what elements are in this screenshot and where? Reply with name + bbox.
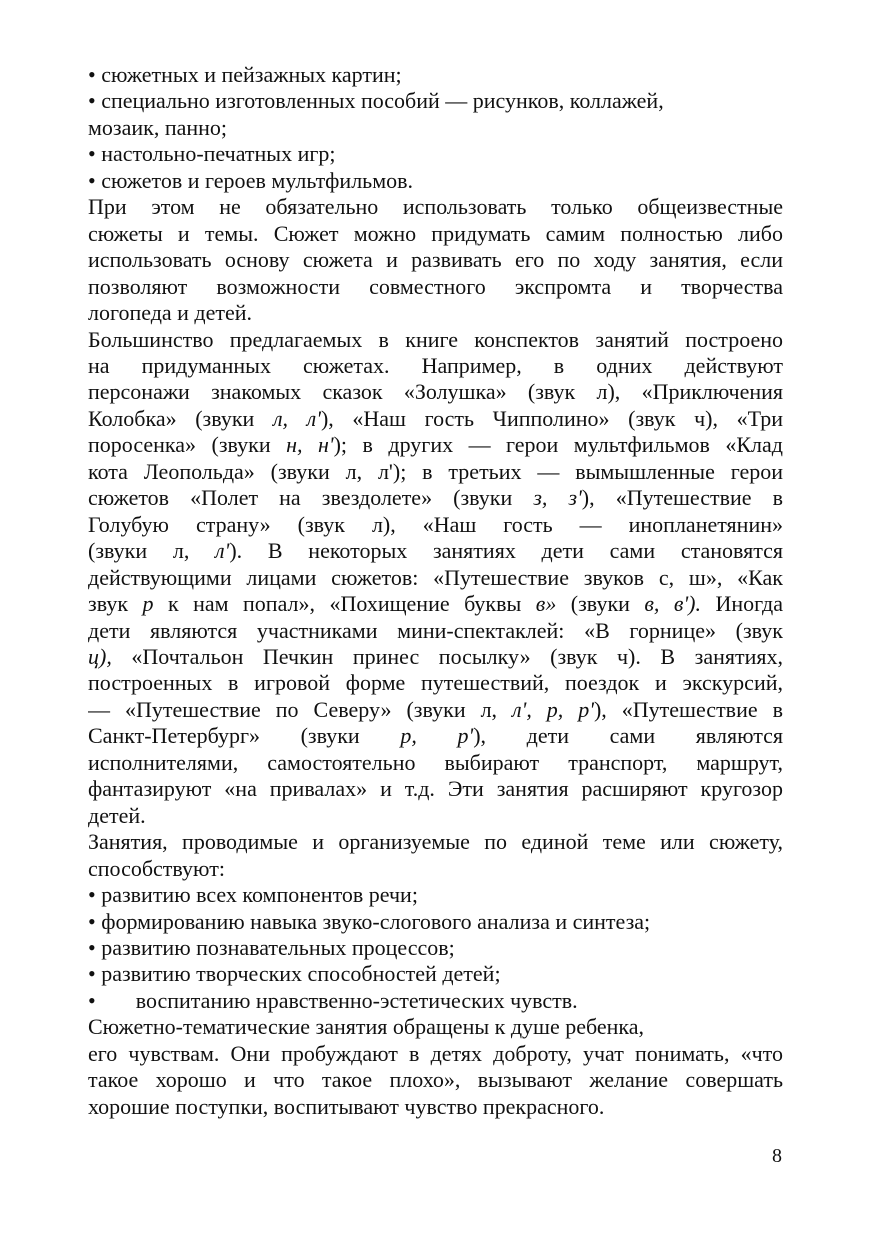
text-segment: воспитанию нравственно-эстетических чувств. <box>135 987 578 1013</box>
text-line <box>88 406 783 432</box>
italic-text: л' <box>215 538 230 564</box>
text-segment: исполнителями, самостоятельно выбирают транспорт, маршрут, <box>88 749 783 775</box>
text-segment: (звуки л, <box>88 538 216 564</box>
text-segment: сюжетов «Полет на звездолете» (звуки <box>88 485 534 511</box>
text-segment: • настольно-печатных игр; <box>88 141 336 167</box>
text-segment: действующими лицами сюжетов: «Путешествие звуков с, ш», «Как <box>88 564 783 590</box>
text-line <box>88 141 783 167</box>
text-segment: сюжеты и темы. Сюжет можно придумать самим полностью либо <box>88 220 783 246</box>
text-line <box>88 459 783 485</box>
text-segment: ), «Путешествие в <box>593 696 783 722</box>
text-segment: поросенка» (звуки <box>88 432 287 458</box>
text-line <box>88 644 783 670</box>
text-segment: • сюжетных и пейзажных картин; <box>88 62 402 87</box>
text-line <box>88 829 783 855</box>
text-segment: ), «Наш гость Чипполино» (звук ч), «Три <box>320 405 783 431</box>
text-line <box>88 485 783 511</box>
text-segment: Занятия, проводимые и организуемые по единой теме или сюжету, <box>88 829 783 855</box>
text-segment: такое хорошо и что такое плохо», вызывают желание совершать <box>88 1067 783 1093</box>
text-line <box>88 961 783 987</box>
text-segment: (звуки <box>556 591 645 617</box>
text-segment: использовать основу сюжета и развивать его по ходу занятия, если <box>88 247 783 273</box>
text-segment: детей. <box>88 802 146 828</box>
text-segment: — «Путешествие по Северу» (звуки л, <box>88 696 513 722</box>
text-line <box>88 115 783 141</box>
text-line <box>88 909 783 935</box>
text-line <box>88 803 783 829</box>
text-line <box>88 247 783 273</box>
text-segment: логопеда и детей. <box>88 300 253 326</box>
text-line <box>88 882 783 908</box>
text-segment: Голубую страну» (звук л), «Наш гость — инопланетянин» <box>88 511 783 537</box>
text-line <box>88 62 783 88</box>
text-line <box>88 88 783 114</box>
text-line <box>88 1067 783 1093</box>
italic-text: л', р, р' <box>512 696 594 722</box>
text-segment: дети являются участниками мини-спектаклей: «В горнице» (звук <box>88 617 783 643</box>
text-line <box>88 776 783 802</box>
text-segment: ), «Путешествие в <box>581 485 783 511</box>
text-segment: Колобка» (звуки <box>88 405 273 431</box>
italic-text: ц), <box>88 643 112 669</box>
text-segment: При этом не обязательно использовать только общеизвестные <box>88 194 783 220</box>
italic-text: н, н' <box>286 432 334 458</box>
text-segment: его чувствам. Они пробуждают в детях доброту, учат понимать, «что <box>88 1040 783 1066</box>
text-segment: • развитию всех компонентов речи; <box>88 882 418 908</box>
text-segment: ); в других — герои мультфильмов «Клад <box>333 432 783 458</box>
text-segment: Сюжетно-тематические занятия обращены к душе ребенка, <box>88 1014 645 1040</box>
text-segment: на придуманных сюжетах. Например, в одних действуют <box>88 352 783 378</box>
text-line <box>88 512 783 538</box>
text-segment: хорошие поступки, воспитывают чувство прекрасного. <box>88 1093 605 1119</box>
text-segment: фантазируют «на привалах» и т.д. Эти занятия расширяют кругозор <box>88 776 783 802</box>
text-line <box>88 353 783 379</box>
text-line <box>88 1094 783 1120</box>
text-line <box>88 935 783 961</box>
text-line <box>88 565 783 591</box>
text-segment: Санкт-Петербург» (звуки <box>88 723 401 749</box>
italic-text: л, л' <box>272 405 321 431</box>
text-segment: • <box>88 987 96 1013</box>
text-segment: • развитию творческих способностей детей; <box>88 961 501 987</box>
text-line <box>88 750 783 776</box>
text-line <box>88 697 783 723</box>
text-segment: персонажи знакомых сказок «Золушка» (звук л), «Приключения <box>88 379 783 405</box>
text-line <box>88 221 783 247</box>
italic-text: р, р' <box>400 723 474 749</box>
text-line <box>88 432 783 458</box>
text-line <box>88 856 783 882</box>
italic-text: в» <box>535 591 557 617</box>
page-number: 8 <box>772 1145 782 1167</box>
text-line <box>88 591 783 617</box>
text-line <box>88 670 783 696</box>
text-segment: Большинство предлагаемых в книге конспектов занятий построено <box>88 326 783 352</box>
text-segment: построенных в игровой форме путешествий, поездок и экскурсий, <box>88 670 783 696</box>
text-segment: «Почтальон Печкин принес посылку» (звук ч). В занятиях, <box>111 643 783 669</box>
text-segment: Иногда <box>700 591 783 617</box>
text-segment: способствуют: <box>88 855 225 881</box>
text-line <box>88 723 783 749</box>
text-segment: • формированию навыка звуко-слогового анализа и синтеза; <box>88 908 651 934</box>
text-line <box>88 1014 783 1040</box>
document-body <box>88 62 783 1120</box>
text-segment: • специально изготовленных пособий — рисунков, коллажей, <box>88 88 664 114</box>
text-line <box>88 300 783 326</box>
italic-text: з, з' <box>533 485 582 511</box>
text-line <box>88 194 783 220</box>
text-line <box>88 327 783 353</box>
text-line <box>88 538 783 564</box>
text-segment: кота Леопольда» (звуки л, л'); в третьих — вымышленные герои <box>88 458 783 484</box>
text-segment: ). В некоторых занятиях дети сами становятся <box>229 538 783 564</box>
italic-text: в, в'). <box>644 591 701 617</box>
text-segment: к нам попал», «Похищение буквы <box>153 591 536 617</box>
text-segment: звук <box>88 591 143 617</box>
text-line <box>88 1041 783 1067</box>
text-segment: ), дети сами являются <box>473 723 783 749</box>
text-segment: позволяют возможности совместного экспромта и творчества <box>88 273 783 299</box>
text-line <box>88 168 783 194</box>
text-line <box>88 274 783 300</box>
text-line <box>88 618 783 644</box>
text-segment: • сюжетов и героев мультфильмов. <box>88 167 414 193</box>
text-line <box>88 379 783 405</box>
text-segment: • развитию познавательных процессов; <box>88 934 455 960</box>
text-segment: мозаик, панно; <box>88 114 228 140</box>
text-line <box>88 988 783 1014</box>
italic-text: р <box>142 591 154 617</box>
